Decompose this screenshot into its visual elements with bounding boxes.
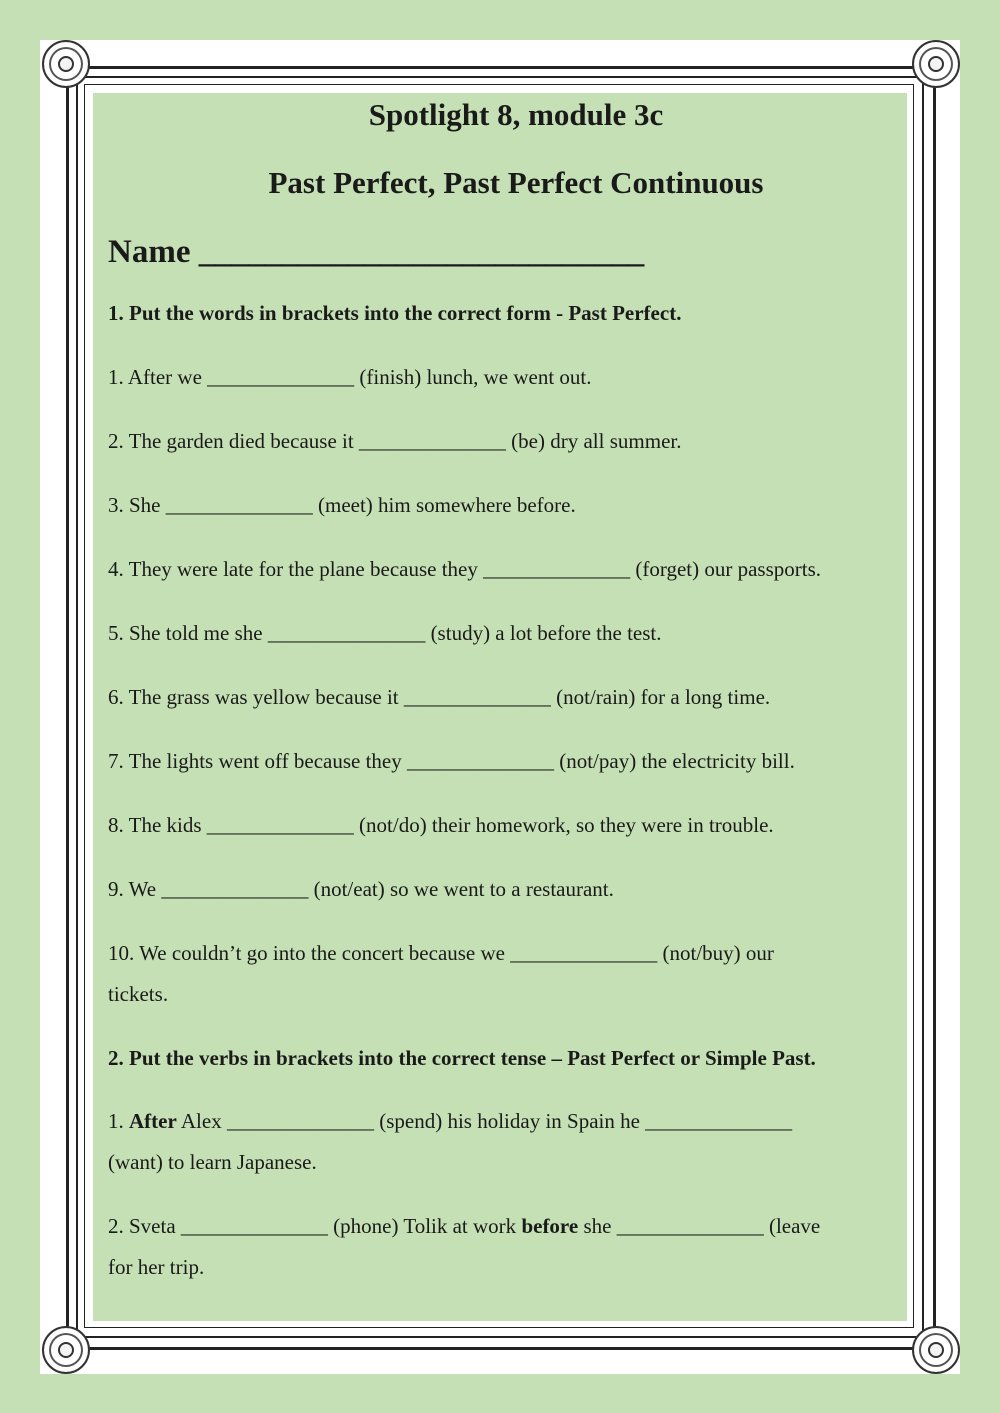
task1-item: 3. She ______________ (meet) him somewhere before. (108, 493, 576, 517)
task1-item: 8. The kids ______________ (not/do) their homework, so they were in trouble. (108, 813, 774, 837)
task2-item-keyword: After (129, 1109, 177, 1133)
task1-item: 4. They were late for the plane because they ______________ (forget) our passports. (108, 557, 822, 581)
task1-item: 5. She told me she _______________ (study) a lot before the test. (108, 621, 662, 645)
worksheet-title: Spotlight 8, module 3c (368, 97, 664, 132)
corner-ornament-icon (42, 40, 90, 88)
task1-item: 2. The garden died because it ______________ (be) dry all summer. (108, 429, 682, 453)
task1-item-continuation: tickets. (108, 982, 169, 1006)
task1-item: 6. The grass was yellow because it ______________ (not/rain) for a long time. (108, 685, 771, 709)
corner-ornament-icon (912, 1326, 960, 1374)
task1-item: 10. We couldn’t go into the concert because we ______________ (not/buy) our (108, 941, 774, 965)
task1-heading: 1. Put the words in brackets into the correct form - Past Perfect. (108, 301, 682, 325)
task2-item-text: she ______________ (leave (583, 1214, 821, 1238)
task2-item-text: 2. Sveta ______________ (phone) Tolik at work (108, 1214, 517, 1238)
name-field[interactable]: Name ___________________________ (108, 234, 645, 270)
task2-item-number: 1. (108, 1109, 124, 1133)
task1-item: 1. After we ______________ (finish) lunch, we went out. (108, 365, 592, 389)
corner-ornament-icon (912, 40, 960, 88)
task1-item: 9. We ______________ (not/eat) so we went to a restaurant. (108, 877, 614, 901)
task2-heading: 2. Put the verbs in brackets into the correct tense – Past Perfect or Simple Past. (108, 1046, 816, 1070)
corner-ornament-icon (42, 1326, 90, 1374)
task2-item-continuation: (want) to learn Japanese. (108, 1150, 317, 1174)
task2-item (108, 1213, 820, 1239)
task2-item (108, 1108, 792, 1134)
worksheet-subtitle: Past Perfect, Past Perfect Continuous (268, 165, 764, 200)
task2-item-text: Alex ______________ (spend) his holiday in Spain he ______________ (180, 1109, 793, 1133)
task2-item-keyword: before (521, 1214, 579, 1238)
task2-item-continuation: for her trip. (108, 1255, 205, 1279)
task1-item: 7. The lights went off because they ______________ (not/pay) the electricity bill. (108, 749, 795, 773)
